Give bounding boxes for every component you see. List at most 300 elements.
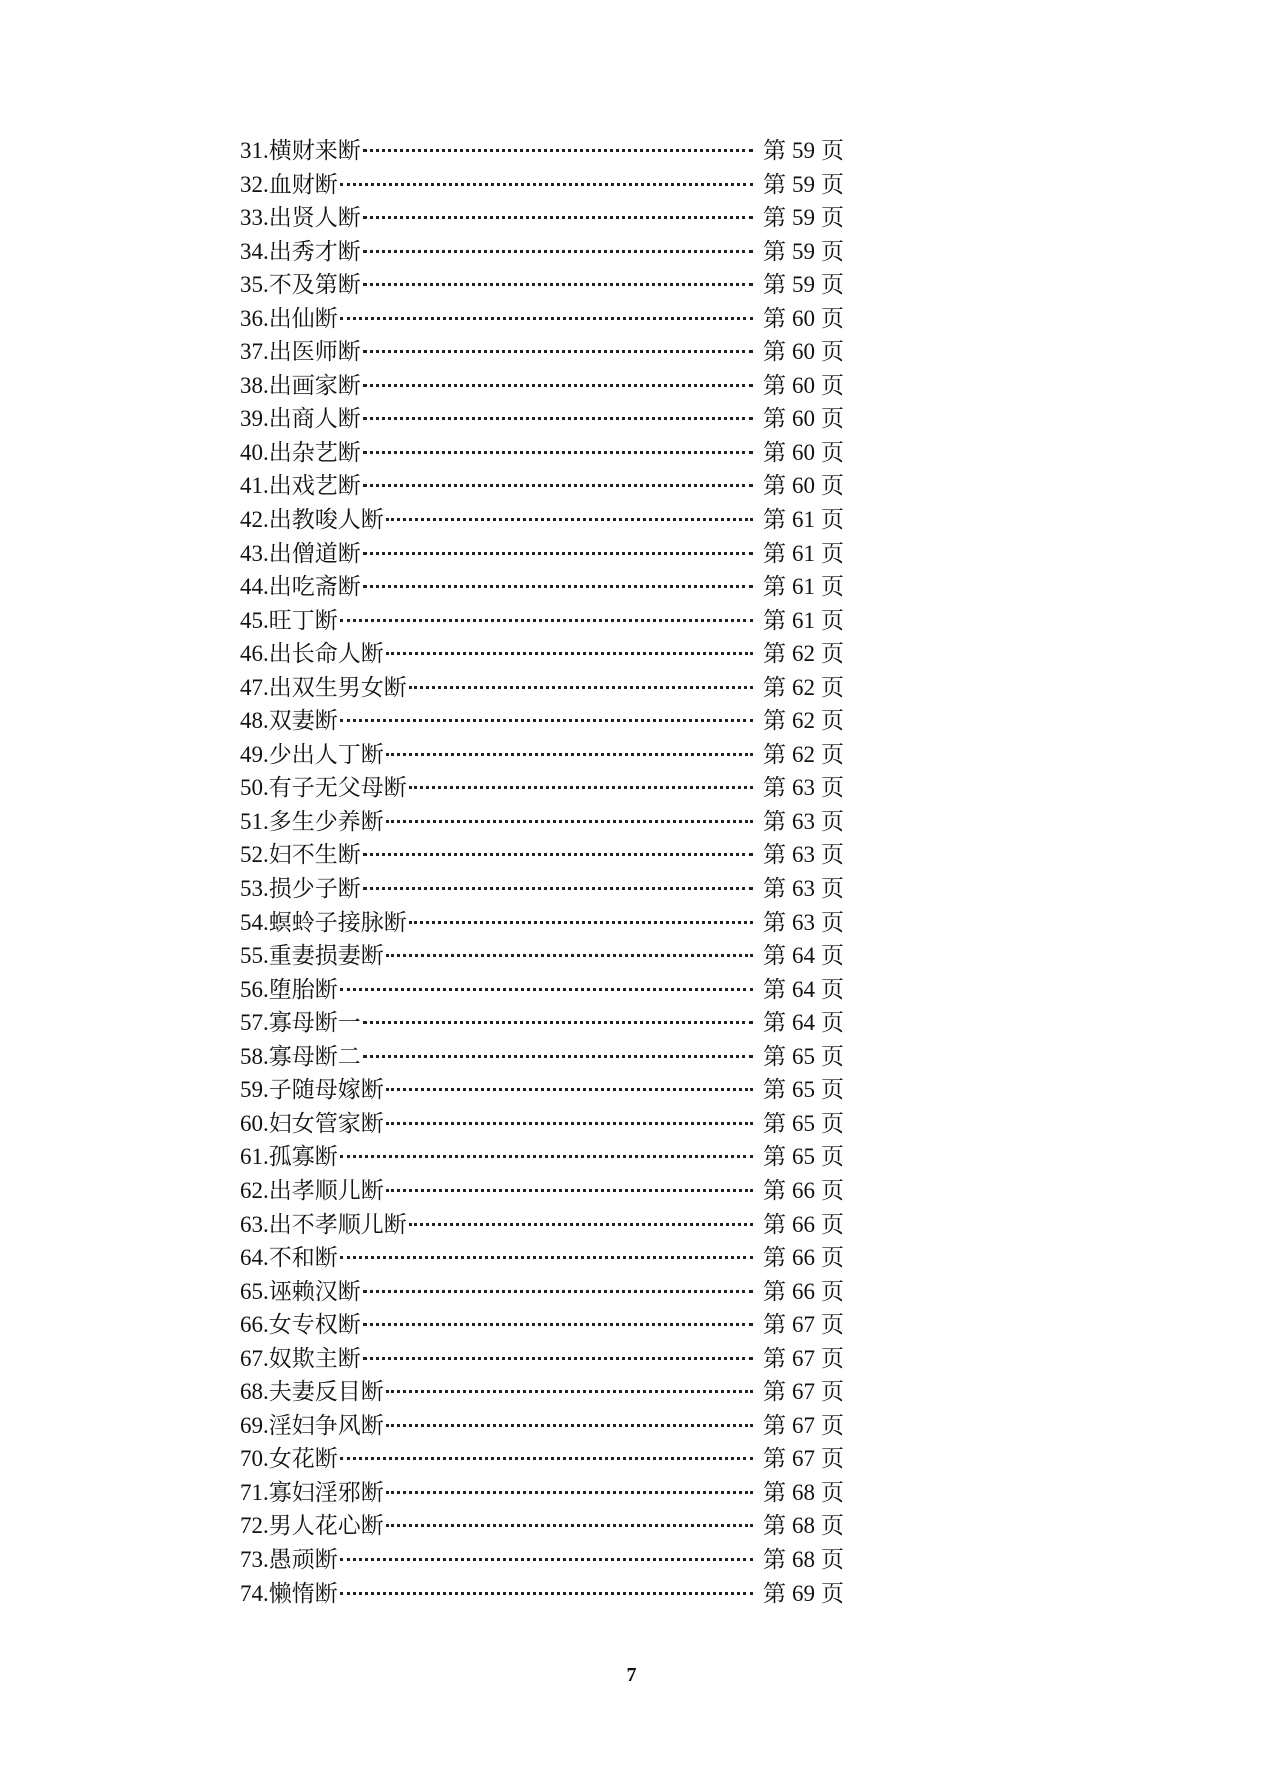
page-prefix: 第	[763, 1278, 786, 1305]
toc-entry-page	[763, 771, 844, 806]
page-suffix: 页	[821, 1177, 844, 1204]
toc-entry-title: 女专权断	[268, 1312, 361, 1339]
toc-entry-number: 73.	[240, 1546, 269, 1572]
page-prefix: 第	[763, 1580, 786, 1607]
toc-entry-page	[763, 1509, 844, 1544]
page-ref-number: 63	[792, 876, 815, 902]
page-suffix: 页	[821, 540, 844, 567]
dot-leader	[340, 619, 753, 622]
page-suffix: 页	[821, 339, 844, 366]
toc-entry-title: 出长命人断	[268, 641, 384, 668]
page-prefix: 第	[763, 1312, 786, 1339]
page-ref-number: 67	[792, 1446, 815, 1472]
toc-entry-number: 71.	[240, 1479, 269, 1505]
page-suffix: 页	[821, 909, 844, 936]
toc-entry-number: 53.	[240, 876, 269, 902]
toc-entry-page	[763, 1409, 844, 1444]
dot-leader	[363, 1055, 753, 1058]
toc-entry-number: 58.	[240, 1043, 269, 1069]
dot-leader	[386, 1088, 753, 1091]
toc-entry-page	[763, 838, 844, 873]
dot-leader	[340, 1558, 753, 1561]
page-suffix: 页	[821, 842, 844, 869]
toc-entry	[240, 402, 844, 436]
toc-entry	[240, 1308, 844, 1342]
page-suffix: 页	[821, 406, 844, 433]
dot-leader	[363, 484, 753, 487]
page-ref-number: 59	[792, 171, 815, 197]
toc-entry-page	[763, 604, 844, 639]
page-ref-number: 61	[792, 607, 815, 633]
toc-entry-page	[763, 201, 844, 236]
page-prefix: 第	[763, 1144, 786, 1171]
toc-entry-title: 寡母断二	[268, 1043, 361, 1070]
page-prefix: 第	[763, 976, 786, 1003]
toc-entry	[240, 1006, 844, 1040]
toc-entry-number: 42.	[240, 507, 269, 533]
dot-leader	[340, 1592, 753, 1595]
toc-entry-title: 男人花心断	[268, 1513, 384, 1540]
toc-entry-title: 出戏艺断	[268, 473, 361, 500]
page-prefix: 第	[763, 1546, 786, 1573]
page-suffix: 页	[821, 372, 844, 399]
page-suffix: 页	[821, 876, 844, 903]
page-prefix: 第	[763, 238, 786, 265]
page-suffix: 页	[821, 1345, 844, 1372]
table-of-contents	[240, 134, 844, 1610]
page-ref-number: 60	[792, 406, 815, 432]
dot-leader	[386, 1122, 753, 1125]
toc-entry-title: 奴欺主断	[268, 1345, 361, 1372]
page-ref-number: 59	[792, 238, 815, 264]
page-ref-number: 60	[792, 305, 815, 331]
page-prefix: 第	[763, 473, 786, 500]
page-ref-number: 65	[792, 1110, 815, 1136]
toc-entry-title: 出杂艺断	[268, 439, 361, 466]
toc-entry	[240, 1543, 844, 1577]
toc-entry-title: 淫妇争风断	[268, 1412, 384, 1439]
page-prefix: 第	[763, 574, 786, 601]
page-prefix: 第	[763, 1479, 786, 1506]
toc-entry-number: 37.	[240, 339, 269, 365]
dot-leader	[363, 1323, 753, 1326]
toc-entry-number: 35.	[240, 272, 269, 298]
toc-entry-title: 寡妇淫邪断	[268, 1479, 384, 1506]
page-suffix: 页	[821, 1211, 844, 1238]
toc-entry-page	[763, 738, 844, 773]
page-prefix: 第	[763, 1513, 786, 1540]
toc-entry-title: 妇女管家断	[268, 1110, 384, 1137]
page-suffix: 页	[821, 741, 844, 768]
toc-entry-number: 59.	[240, 1077, 269, 1103]
dot-leader	[409, 1223, 753, 1226]
toc-entry-page	[763, 906, 844, 941]
toc-entry	[240, 1107, 844, 1141]
page-suffix: 页	[821, 674, 844, 701]
toc-entry-number: 47.	[240, 674, 269, 700]
page-ref-number: 69	[792, 1580, 815, 1606]
page-ref-number: 59	[792, 205, 815, 231]
toc-entry-title: 出贤人断	[268, 205, 361, 232]
toc-entry	[240, 1241, 844, 1275]
page-prefix: 第	[763, 842, 786, 869]
dot-leader	[386, 1189, 753, 1192]
page-suffix: 页	[821, 943, 844, 970]
toc-entry-page	[763, 939, 844, 974]
page-prefix: 第	[763, 808, 786, 835]
toc-entry	[240, 1073, 844, 1107]
toc-entry-number: 54.	[240, 909, 269, 935]
toc-entry-number: 56.	[240, 976, 269, 1002]
toc-entry-title: 多生少养断	[268, 808, 384, 835]
dot-leader	[409, 921, 753, 924]
page-prefix: 第	[763, 1446, 786, 1473]
toc-entry-number: 38.	[240, 372, 269, 398]
toc-entry-number: 57.	[240, 1010, 269, 1036]
page-ref-number: 65	[792, 1144, 815, 1170]
toc-entry-title: 螟蛉子接脉断	[268, 909, 407, 936]
toc-entry	[240, 335, 844, 369]
page-number: 7	[626, 1664, 637, 1686]
page-ref-number: 67	[792, 1312, 815, 1338]
toc-entry	[240, 1208, 844, 1242]
toc-entry-title: 夫妻反目断	[268, 1379, 384, 1406]
page-prefix: 第	[763, 439, 786, 466]
page-suffix: 页	[821, 507, 844, 534]
page-ref-number: 66	[792, 1177, 815, 1203]
page-suffix: 页	[821, 1312, 844, 1339]
page-prefix: 第	[763, 1379, 786, 1406]
page-prefix: 第	[763, 708, 786, 735]
toc-entry-title: 寡母断一	[268, 1010, 361, 1037]
toc-entry-number: 34.	[240, 238, 269, 264]
toc-entry-page	[763, 637, 844, 672]
dot-leader	[386, 518, 753, 521]
toc-entry-number: 43.	[240, 540, 269, 566]
page-ref-number: 63	[792, 909, 815, 935]
dot-leader	[386, 1424, 753, 1427]
toc-entry-number: 70.	[240, 1446, 269, 1472]
toc-entry-title: 出吃斋断	[268, 574, 361, 601]
page-prefix: 第	[763, 607, 786, 634]
toc-entry-number: 48.	[240, 708, 269, 734]
toc-entry-page	[763, 1040, 844, 1075]
page-suffix: 页	[821, 171, 844, 198]
toc-entry-title: 堕胎断	[268, 976, 338, 1003]
dot-leader	[363, 1290, 753, 1293]
toc-entry-page	[763, 1140, 844, 1175]
toc-entry-number: 51.	[240, 808, 269, 834]
toc-entry-page	[763, 537, 844, 572]
toc-entry-title: 出商人断	[268, 406, 361, 433]
page-suffix: 页	[821, 1580, 844, 1607]
toc-entry-title: 双妻断	[268, 708, 338, 735]
dot-leader	[363, 451, 753, 454]
dot-leader	[340, 317, 753, 320]
page-suffix: 页	[821, 138, 844, 164]
toc-entry-title: 出仙断	[268, 305, 338, 332]
toc-entry-number: 74.	[240, 1580, 269, 1606]
page-ref-number: 62	[792, 708, 815, 734]
toc-entry-title: 出孝顺儿断	[268, 1177, 384, 1204]
page-ref-number: 68	[792, 1513, 815, 1539]
toc-entry	[240, 201, 844, 235]
page-prefix: 第	[763, 372, 786, 399]
toc-entry-page	[763, 671, 844, 706]
page-ref-number: 60	[792, 339, 815, 365]
page-prefix: 第	[763, 775, 786, 802]
page-ref-number: 60	[792, 473, 815, 499]
toc-entry	[240, 704, 844, 738]
page-suffix: 页	[821, 1546, 844, 1573]
toc-entry-page	[763, 1442, 844, 1477]
page-prefix: 第	[763, 507, 786, 534]
page-suffix: 页	[821, 1278, 844, 1305]
dot-leader	[340, 183, 753, 186]
toc-entry-number: 67.	[240, 1345, 269, 1371]
toc-entry	[240, 671, 844, 705]
dot-leader	[340, 1256, 753, 1259]
page-prefix: 第	[763, 1345, 786, 1372]
toc-entry-page	[763, 1543, 844, 1578]
page-ref-number: 60	[792, 439, 815, 465]
dot-leader	[340, 988, 753, 991]
toc-entry-page	[763, 1241, 844, 1276]
dot-leader	[363, 853, 753, 856]
toc-entry-page	[763, 1476, 844, 1511]
page-prefix: 第	[763, 943, 786, 970]
toc-entry	[240, 939, 844, 973]
toc-entry-page	[763, 1208, 844, 1243]
toc-entry	[240, 1275, 844, 1309]
page-ref-number: 66	[792, 1211, 815, 1237]
toc-entry	[240, 1040, 844, 1074]
dot-leader	[363, 1021, 753, 1024]
toc-entry-title: 横财来断	[268, 138, 361, 164]
toc-entry	[240, 771, 844, 805]
toc-entry	[240, 469, 844, 503]
page-prefix: 第	[763, 272, 786, 299]
toc-entry-number: 55.	[240, 943, 269, 969]
dot-leader	[386, 753, 753, 756]
dot-leader	[363, 1357, 753, 1360]
dot-leader	[386, 1491, 753, 1494]
dot-leader	[386, 1524, 753, 1527]
toc-entry	[240, 1140, 844, 1174]
page-ref-number: 63	[792, 808, 815, 834]
toc-entry-number: 69.	[240, 1412, 269, 1438]
page-ref-number: 64	[792, 976, 815, 1002]
page-ref-number: 61	[792, 540, 815, 566]
toc-entry-title: 出秀才断	[268, 238, 361, 265]
toc-entry-title: 出教唆人断	[268, 507, 384, 534]
toc-entry-page	[763, 1073, 844, 1108]
toc-entry-number: 52.	[240, 842, 269, 868]
toc-entry	[240, 302, 844, 336]
page-suffix: 页	[821, 607, 844, 634]
dot-leader	[409, 786, 753, 789]
toc-entry	[240, 838, 844, 872]
toc-entry-page	[763, 268, 844, 303]
dot-leader	[409, 686, 753, 689]
dot-leader	[363, 149, 753, 152]
toc-entry-title: 懒惰断	[268, 1580, 338, 1607]
page-suffix: 页	[821, 238, 844, 265]
page-suffix: 页	[821, 1043, 844, 1070]
page-prefix: 第	[763, 540, 786, 567]
toc-entry	[240, 168, 844, 202]
page-suffix: 页	[821, 1379, 844, 1406]
toc-entry	[240, 436, 844, 470]
toc-entry-number: 64.	[240, 1245, 269, 1271]
page-prefix: 第	[763, 1077, 786, 1104]
toc-entry-number: 68.	[240, 1379, 269, 1405]
page-ref-number: 63	[792, 775, 815, 801]
dot-leader	[386, 652, 753, 655]
toc-entry-page	[763, 973, 844, 1008]
toc-entry	[240, 268, 844, 302]
toc-entry	[240, 570, 844, 604]
page-ref-number: 68	[792, 1546, 815, 1572]
dot-leader	[340, 719, 753, 722]
page-prefix: 第	[763, 205, 786, 232]
toc-entry	[240, 738, 844, 772]
page-ref-number: 64	[792, 943, 815, 969]
toc-entry-number: 46.	[240, 641, 269, 667]
toc-entry-number: 61.	[240, 1144, 269, 1170]
toc-entry-page	[763, 805, 844, 840]
page-ref-number: 59	[792, 272, 815, 298]
toc-entry-number: 44.	[240, 574, 269, 600]
toc-entry-title: 有子无父母断	[268, 775, 407, 802]
page-ref-number: 61	[792, 507, 815, 533]
toc-entry-title: 出僧道断	[268, 540, 361, 567]
toc-entry-page	[763, 369, 844, 404]
toc-entry-title: 不及第断	[268, 272, 361, 299]
page-ref-number: 65	[792, 1043, 815, 1069]
page-prefix: 第	[763, 171, 786, 198]
page-ref-number: 66	[792, 1278, 815, 1304]
page-prefix: 第	[763, 406, 786, 433]
dot-leader	[363, 887, 753, 890]
toc-entry-title: 子随母嫁断	[268, 1077, 384, 1104]
toc-entry-page	[763, 1174, 844, 1209]
page-suffix: 页	[821, 1412, 844, 1439]
page-prefix: 第	[763, 1177, 786, 1204]
toc-entry	[240, 537, 844, 571]
toc-entry-title: 损少子断	[268, 876, 361, 903]
toc-entry-page	[763, 1275, 844, 1310]
toc-entry	[240, 637, 844, 671]
toc-entry-title: 血财断	[268, 171, 338, 198]
toc-entry-title: 孤寡断	[268, 1144, 338, 1171]
toc-entry	[240, 134, 844, 168]
page-ref-number: 62	[792, 641, 815, 667]
toc-entry	[240, 872, 844, 906]
page-ref-number: 66	[792, 1245, 815, 1271]
page-ref-number: 63	[792, 842, 815, 868]
page-prefix: 第	[763, 674, 786, 701]
toc-entry-title: 重妻损妻断	[268, 943, 384, 970]
toc-entry-page	[763, 503, 844, 538]
dot-leader	[386, 1390, 753, 1393]
toc-entry	[240, 604, 844, 638]
page-prefix: 第	[763, 305, 786, 332]
page-suffix: 页	[821, 808, 844, 835]
toc-entry-number: 65.	[240, 1278, 269, 1304]
toc-entry-page	[763, 1342, 844, 1377]
dot-leader	[363, 350, 753, 353]
toc-entry-page	[763, 570, 844, 605]
toc-entry-title: 女花断	[268, 1446, 338, 1473]
page-suffix: 页	[821, 1479, 844, 1506]
toc-entry	[240, 503, 844, 537]
toc-entry-number: 39.	[240, 406, 269, 432]
dot-leader	[363, 552, 753, 555]
dot-leader	[363, 250, 753, 253]
page-suffix: 页	[821, 305, 844, 332]
toc-entry	[240, 1409, 844, 1443]
page-suffix: 页	[821, 1513, 844, 1540]
dot-leader	[386, 954, 753, 957]
toc-entry	[240, 235, 844, 269]
toc-entry-page	[763, 235, 844, 270]
page-suffix: 页	[821, 439, 844, 466]
page-prefix: 第	[763, 1110, 786, 1137]
page-suffix: 页	[821, 1245, 844, 1272]
page-suffix: 页	[821, 473, 844, 500]
toc-entry-title: 少出人丁断	[268, 741, 384, 768]
toc-entry-number: 62.	[240, 1177, 269, 1203]
toc-entry-number: 60.	[240, 1110, 269, 1136]
page-suffix: 页	[821, 1144, 844, 1171]
page-ref-number: 62	[792, 674, 815, 700]
toc-entry-title: 不和断	[268, 1245, 338, 1272]
toc-entry-title: 愚顽断	[268, 1546, 338, 1573]
dot-leader	[363, 384, 753, 387]
page-suffix: 页	[821, 1010, 844, 1037]
page-ref-number: 67	[792, 1345, 815, 1371]
toc-entry-number: 50.	[240, 775, 269, 801]
toc-entry-title: 出不孝顺儿断	[268, 1211, 407, 1238]
toc-entry-page	[763, 872, 844, 907]
page-ref-number: 59	[792, 138, 815, 163]
toc-entry-number: 31.	[240, 138, 269, 163]
toc-entry-title: 诬赖汉断	[268, 1278, 361, 1305]
dot-leader	[363, 216, 753, 219]
toc-entry-page	[763, 1006, 844, 1041]
toc-entry	[240, 1342, 844, 1376]
toc-entry-number: 32.	[240, 171, 269, 197]
toc-entry	[240, 1375, 844, 1409]
dot-leader	[340, 1155, 753, 1158]
toc-entry-page	[763, 335, 844, 370]
page-suffix: 页	[821, 272, 844, 299]
toc-entry-page	[763, 168, 844, 203]
toc-entry-page	[763, 1107, 844, 1142]
page-suffix: 页	[821, 1446, 844, 1473]
page-prefix: 第	[763, 1211, 786, 1238]
page-prefix: 第	[763, 909, 786, 936]
dot-leader	[363, 585, 753, 588]
toc-entry-title: 出双生男女断	[268, 674, 407, 701]
dot-leader	[363, 283, 753, 286]
toc-entry-title: 旺丁断	[268, 607, 338, 634]
toc-entry-number: 41.	[240, 473, 269, 499]
page-suffix: 页	[821, 1077, 844, 1104]
page-ref-number: 64	[792, 1010, 815, 1036]
page-suffix: 页	[821, 1110, 844, 1137]
